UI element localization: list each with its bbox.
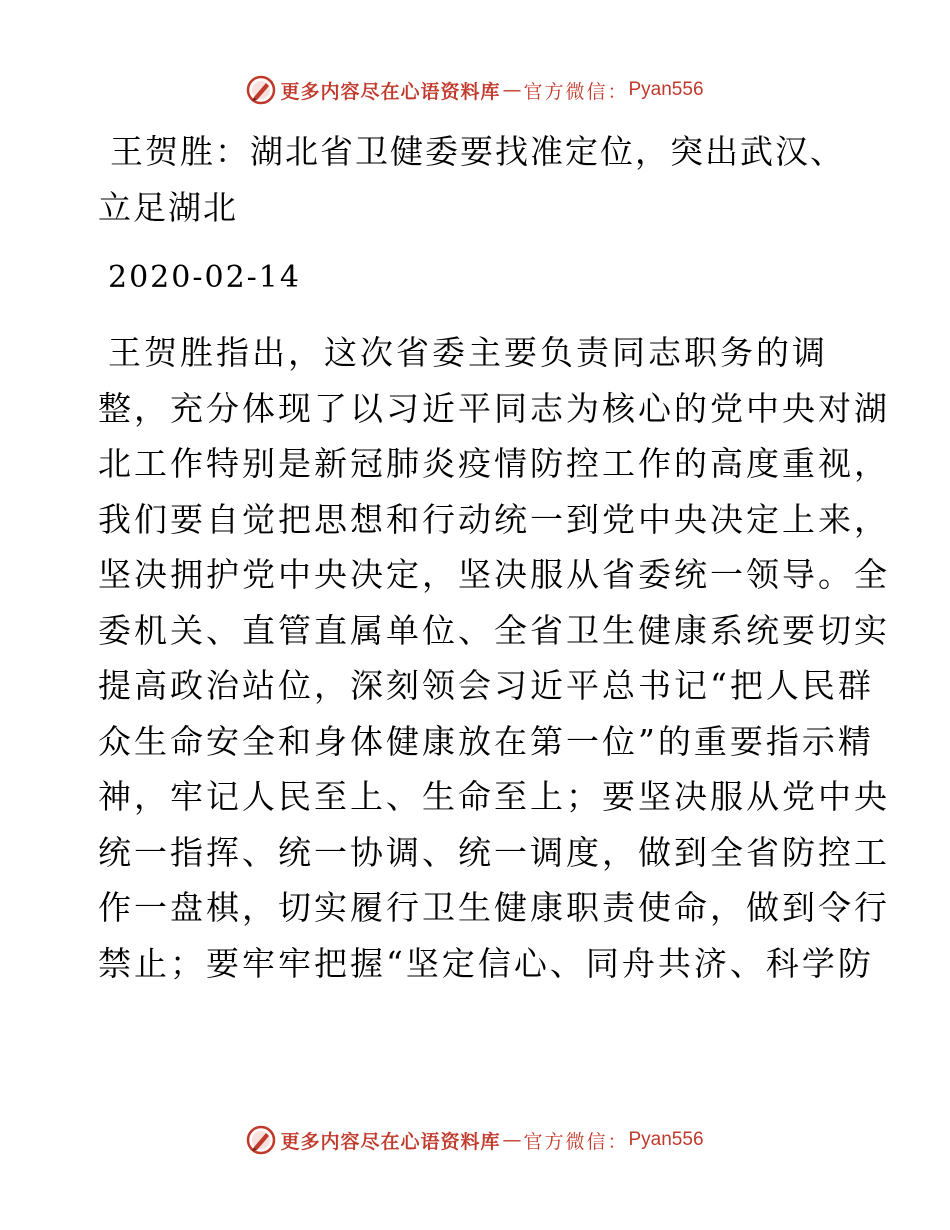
body-line: 统一指挥、统一协调、统一调度，做到全省防控工 (98, 832, 890, 872)
banner-dash: — (502, 1129, 522, 1151)
body-line: 作一盘棋，切实履行卫生健康职责使命，做到令行 (98, 888, 890, 927)
body-line: 王贺胜指出，这次省委主要负责同志职务的调 (108, 333, 828, 372)
header-banner (0, 68, 950, 112)
banner-wechat-handle: Pyan556 (628, 1129, 704, 1150)
body-line: 坚决拥护党中央决定，坚决服从省委统一领导。全 (98, 555, 890, 594)
body-line: 众生命安全和身体健康放在第一位”的重要指示精 (98, 721, 874, 761)
banner-main-text: 更多内容尽在心语资料库 (280, 1130, 501, 1153)
body-line: 提高政治站位，深刻领会习近平总书记“把人民群 (98, 666, 874, 705)
body-line: 委机关、直管直属单位、全省卫生健康系统要切实 (98, 610, 890, 650)
title-line-2: 立足湖北 (98, 188, 238, 227)
body-line: 禁止；要牢牢把握“坚定信心、同舟共济、科学防 (98, 943, 874, 983)
banner-dash: — (502, 79, 522, 101)
banner-main-text: 更多内容尽在心语资料库 (280, 80, 501, 103)
banner-wechat-label: 官方微信： (523, 80, 629, 103)
title-line-1: 王贺胜：湖北省卫健委要找准定位，突出武汉、 (110, 132, 845, 171)
body-line: 北工作特别是新冠肺炎疫情防控工作的高度重视， (98, 444, 890, 483)
banner-wechat-label: 官方微信： (523, 1130, 629, 1153)
article-body (98, 325, 890, 991)
body-line: 整，充分体现了以习近平同志为核心的党中央对湖 (98, 388, 890, 428)
footer-banner (0, 1118, 950, 1162)
body-line: 神，牢记人民至上、生命至上；要坚决服从党中央 (98, 777, 890, 816)
pen-logo-icon (246, 75, 276, 105)
article-date: 2020-02-14 (108, 260, 301, 295)
pen-logo-icon (246, 1125, 276, 1155)
body-line: 我们要自觉把思想和行动统一到党中央决定上来， (98, 499, 890, 539)
article-title (98, 124, 858, 236)
banner-wechat-handle: Pyan556 (628, 79, 704, 100)
